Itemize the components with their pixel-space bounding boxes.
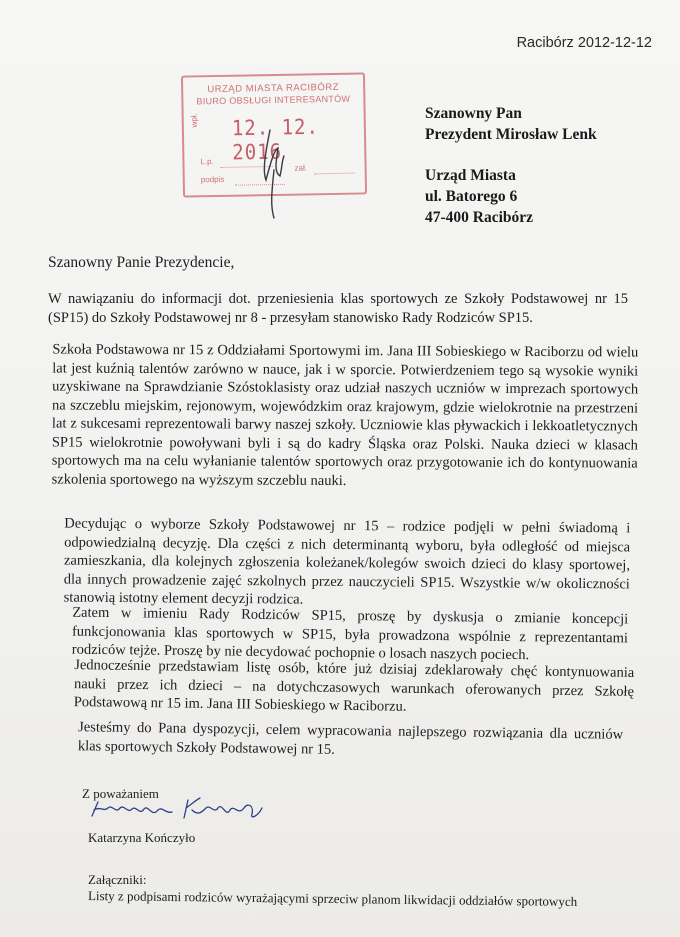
stamp-podpis-label: podpis (200, 174, 225, 185)
paragraph-parents-decision: Decydując o wyborze Szkoły Podstawowej nr 15 – rodzice podjęli w pełni świadomą i odpowiedzialną decyzję. Dla części z nich determinantą wyboru, była odległość od miejsca zamieszkania, dla kolejnych zgłoszenia koleżanek/kolegów swoich dzieci do klasy sportowej, dla innych prowadzenie zajęć szkolnych przez nauczycieli SP15. Wszystkie w/w okoliczności stanowią istotny element decyzji rodzica. (63, 515, 631, 608)
greeting: Szanowny Panie Prezydencie, (48, 254, 235, 271)
handwritten-signature (88, 794, 278, 824)
stamp-lp-label: L.p. (200, 157, 214, 167)
letter-date: Racibórz 2012-12-12 (516, 35, 652, 51)
stamp-department: BIURO OBSŁUGI INTERESANTÓW (196, 93, 351, 107)
paragraph-attached-list: Jednocześnie przedstawiam listę osób, które już dzisiaj zdeklarowały chęć kontynuowania nauki przez ich dzieci – na dotychczasowych warunkach oferowanych przez Szkołę Podstawową nr 15 im. Jana III Sobieskiego w Raciborzu. (73, 657, 635, 715)
recipient-city: 47-400 Racibórz (425, 209, 534, 226)
stamp-zal-line (315, 173, 355, 175)
paragraph-availability: Jesteśmy do Pana dyspozycji, celem wypracowania najlepszego rozwiązania dla uczniów klas sportowych Szkoły Podstawowej nr 15. (77, 719, 624, 758)
paragraph-intro: W nawiązaniu do informacji dot. przeniesienia klas sportowych ze Szkoły Podstawowej nr 15 (SP15) do Szkoły Podstawowej nr 8 - przesyłam stanowisko Rady Rodziców SP15. (48, 291, 628, 326)
attachments-description: Listy z podpisami rodziców wyrażającymi sprzeciw planom likwidacji oddziałów sportowych (87, 888, 578, 909)
signatory-name: Katarzyna Kończyło (88, 830, 196, 845)
stamp-office-name: URZĄD MIASTA RACIBÓRZ (207, 81, 340, 96)
recipient-address (425, 103, 597, 228)
recipient-name: Prezydent Mirosław Lenk (425, 126, 597, 143)
paragraph-school-description: Szkoła Podstawowa nr 15 z Oddziałami Sportowymi im. Jana III Sobieskiego w Raciborzu od wielu lat jest kuźnią talentów zarówno w nauce, jak i w sporcie. Potwierdzeniem tego są wysokie wyniki uzyskiwane na Sprawdzianie Szóstoklasisty oraz udział naszych uczniów w imprezach sportowych na szczeblu miejskim, rejonowym, wojewódzkim oraz krajowym, gdzie wielokrotnie na przestrzeni lat z sukcesami reprezentowali barwy naszej szkoły. Uczniowie klas pływackich i lekkoatletycznych SP15 wielokrotnie powoływani byli i są do kadry Śląska oraz Polski. Nauka dzieci w klasach sportowych ma na celu wyłanianie talentów sportowych oraz przygotowanie ich do kontynuowania szkolenia sportowego na wyższym szczeblu nauki. (51, 341, 639, 489)
attachments-heading: Załączniki: (88, 872, 147, 887)
closing-phrase: Z poważaniem (82, 786, 159, 801)
stamp-wpl-label: wpł. (189, 113, 199, 128)
recipient-organization: Urząd Miasta (425, 167, 516, 184)
recipient-street: ul. Batorego 6 (425, 188, 518, 205)
recipient-salutation: Szanowny Pan (425, 105, 522, 122)
stamp-date: 12. 12. 2016 (231, 115, 320, 165)
stamp-initials-scribble (252, 110, 302, 220)
paragraph-request: Zatem w imieniu Rady Rodziców SP15, proszę by dyskusja o zmianie koncepcji funkcjonowania klas sportowych w SP15, była prowadzona wspólnie z reprezentantami rodziców tejże. Proszę by nie decydować pochopnie o losach naszych pociech. (71, 604, 629, 664)
stamp-zal-label: zał. (294, 163, 308, 173)
